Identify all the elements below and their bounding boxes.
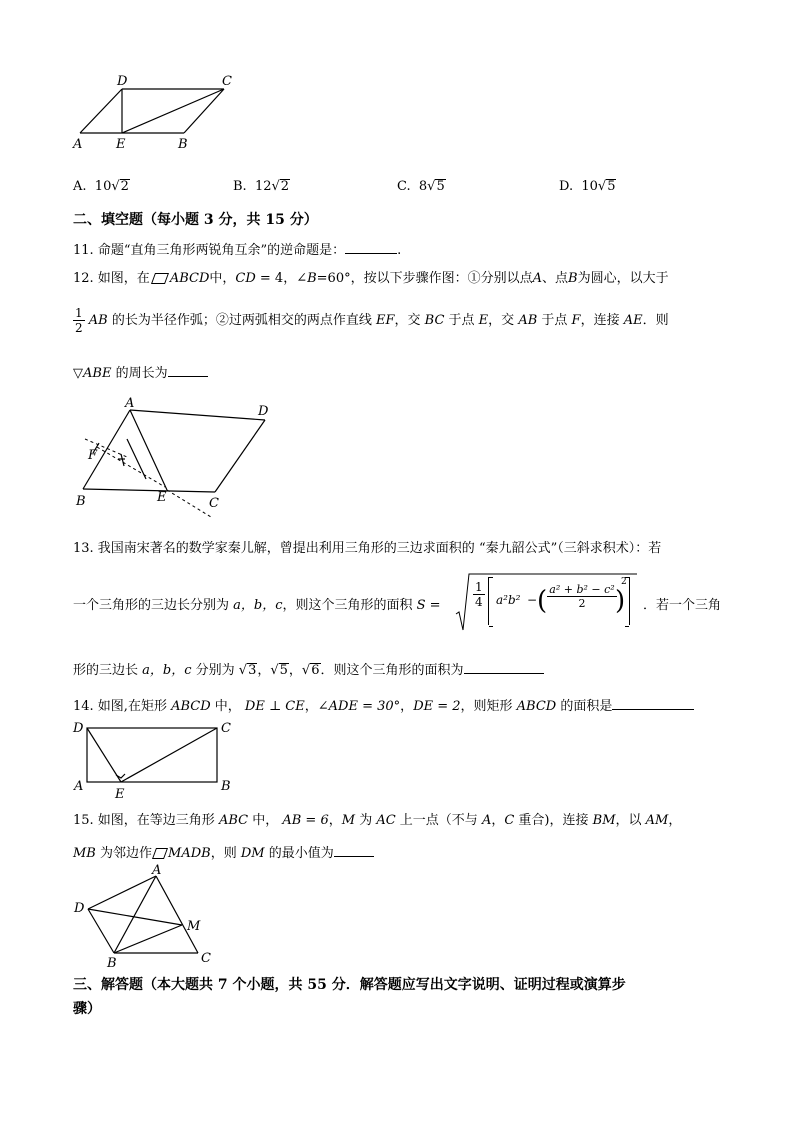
fig12-label-E: E <box>157 490 167 505</box>
fig14-label-E: E <box>115 787 125 802</box>
question-13-line1: 13. 我国南宋著名的数学家秦儿解，曾提出利用三角形的三边求面积的 “秦九韶公式”（三斜求积术）：若 <box>73 541 662 556</box>
fig10-label-D: D <box>117 74 128 89</box>
q12-answer-blank[interactable] <box>168 363 208 377</box>
q10-option-b: B. 12√2 <box>233 179 290 194</box>
fig15-label-M: M <box>187 919 201 934</box>
q10-option-a: A. 10√2 <box>73 179 129 194</box>
q13-answer-blank[interactable] <box>464 660 544 674</box>
fraction-half: $\frac{1}{2}$ <box>75 306 83 335</box>
question-13-line2: 一个三角形的三边长分别为 a，b，c，则这个三角形的面积 S = <box>73 598 441 613</box>
fig15-label-B: B <box>107 956 117 970</box>
question-11: 11. 命题“直角三角形两锐角互余”的逆命题是： . <box>73 240 401 260</box>
fig15-label-C: C <box>201 951 211 966</box>
fig12-label-D: D <box>258 404 269 419</box>
question-13-line2-end: ．若一个三角 <box>643 598 722 613</box>
parallelogram-symbol <box>151 273 169 284</box>
fig10-label-A: A <box>73 137 83 152</box>
q15-answer-blank[interactable] <box>334 843 374 857</box>
figure-q10 <box>70 70 240 155</box>
qin-jiushao-formula: $\frac{1}{4}$ a²b² − ( a² + b² − c² 2 ) 2 <box>455 572 637 632</box>
question-15-line2: MB 为邻边作 MADB，则 DM 的最小值为 <box>73 843 374 863</box>
fig14-label-A: A <box>74 779 84 794</box>
section-2-heading: 二、填空题（每小题 3 分，共 15 分） <box>73 212 318 228</box>
fig10-label-B: B <box>178 137 188 152</box>
fig15-label-D: D <box>74 901 85 916</box>
section-3-heading: 三、解答题（本大题共 7 个小题，共 55 分．解答题应写出文字说明、证明过程或演算步 <box>73 977 626 993</box>
fig14-label-C: C <box>221 721 231 736</box>
q14-answer-blank[interactable] <box>612 696 694 710</box>
fig12-label-B: B <box>76 494 86 509</box>
question-12-line1: 12. 如图，在 ABCD中，CD = 4，∠B=60°，按以下步骤作图：①分别以点A、点B为圆心，以大于 <box>73 271 669 286</box>
figure-q14 <box>70 718 240 803</box>
triangle-symbol: ▽ <box>73 366 83 381</box>
question-15-line1: 15. 如图，在等边三角形 ABC 中， AB = 6，M 为 AC 上一点（不与 A，C 重合)，连接 BM，以 AM， <box>73 813 682 828</box>
question-14: 14. 如图,在矩形 ABCD 中， DE ⊥ CE，∠ADE = 30°，DE = 2，则矩形 ABCD 的面积是 <box>73 696 694 716</box>
figure-q15 <box>70 862 230 970</box>
section-3-heading-cont: 骤） <box>73 1001 101 1017</box>
fig15-label-A: A <box>152 863 162 878</box>
fig14-label-B: B <box>221 779 231 794</box>
q11-answer-blank[interactable] <box>345 240 397 254</box>
figure-q12 <box>75 393 275 523</box>
fig12-label-A: A <box>125 396 135 411</box>
fig10-label-E: E <box>116 137 126 152</box>
question-12-line3: ▽ABE 的周长为 <box>73 363 208 383</box>
fig14-label-D: D <box>73 721 84 736</box>
parallelogram-symbol <box>152 848 168 859</box>
fig12-label-F: F <box>88 448 98 463</box>
q10-option-d: D. 10√5 <box>559 179 616 194</box>
question-13-line3: 形的三边长 a，b，c 分别为 √3，√5，√6．则这个三角形的面积为 <box>73 660 544 680</box>
question-12-line2: $\frac{1}{2}$ AB 的长为半径作弧；②过两弧相交的两点作直线 EF，交 BC 于点 E，交 AB 于点 F，连接 AE．则 <box>75 306 669 335</box>
fig12-label-C: C <box>209 496 219 511</box>
q10-option-c: C. 8√5 <box>397 179 445 194</box>
fig10-label-C: C <box>222 74 232 89</box>
